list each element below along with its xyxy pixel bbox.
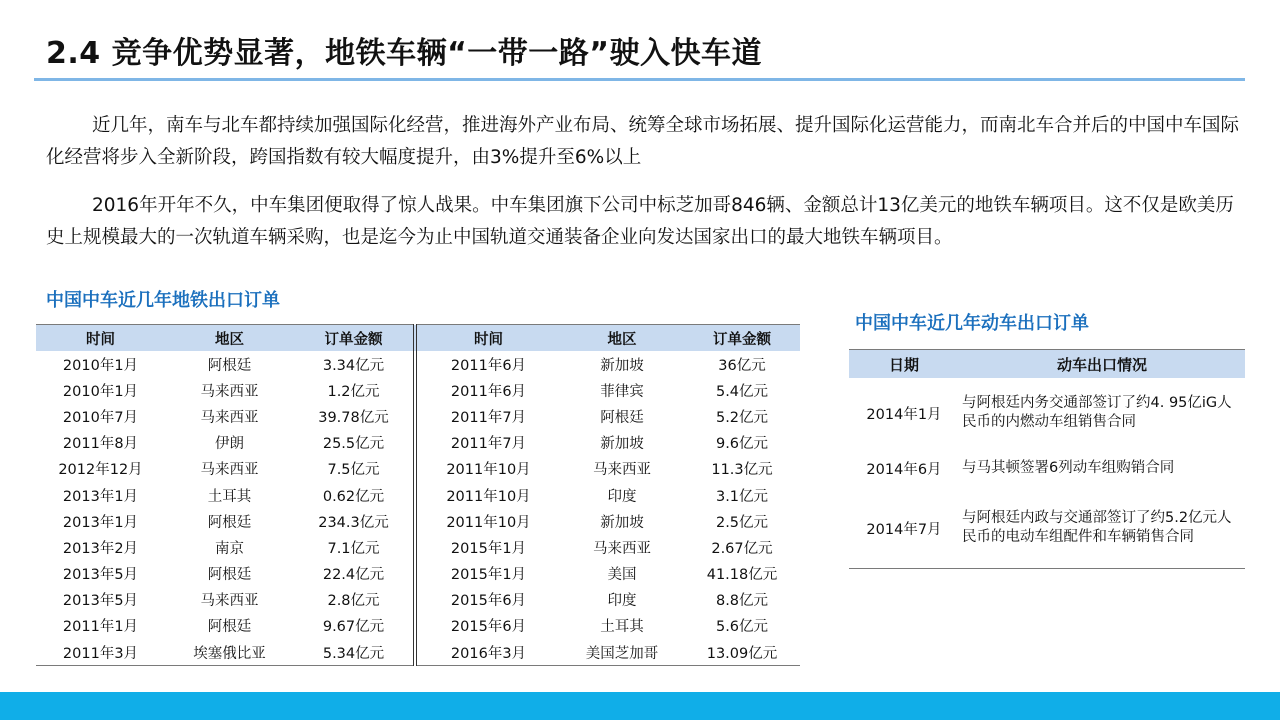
table-row — [36, 587, 800, 613]
table-cell: 2011年10月 — [446, 462, 531, 479]
table-row — [36, 534, 800, 560]
table-row — [36, 377, 800, 403]
table-cell: 5.6亿元 — [715, 619, 769, 636]
table-cell: 2011年7月 — [450, 436, 527, 453]
table-cell: 11.3亿元 — [711, 462, 773, 479]
table-cell: 0.62亿元 — [294, 482, 415, 508]
title-underline — [34, 78, 1245, 81]
table-cell: 与马其顿签署6列动车组购销合同 — [962, 459, 1175, 476]
table-cell: 36亿元 — [718, 357, 766, 374]
table-cell: 22.4亿元 — [294, 561, 415, 587]
table-row — [36, 403, 800, 429]
table-cell: 新加坡 — [600, 514, 644, 531]
table-cell: 新加坡 — [600, 436, 644, 453]
table-cell: 马来西亚 — [200, 409, 259, 426]
table-cell: 2013年1月 — [62, 488, 139, 505]
metro-orders-table — [36, 324, 800, 666]
table-cell: 2013年5月 — [62, 567, 139, 584]
page-title: 2.4 竞争优势显著，地铁车辆“一带一路”驶入快车道 — [46, 36, 763, 71]
table-cell: 马来西亚 — [593, 462, 651, 479]
header-cell: 地区 — [165, 325, 294, 352]
table-cell: 2014年7月 — [849, 488, 959, 569]
table-cell: 5.2亿元 — [715, 409, 769, 426]
table-cell: 9.6亿元 — [715, 436, 769, 453]
table-cell: 39.78亿元 — [294, 403, 415, 429]
table-cell: 3.34亿元 — [294, 351, 415, 377]
table-cell: 2.5亿元 — [715, 514, 769, 531]
emu-table-header-row — [849, 350, 1245, 379]
table-cell: 2015年1月 — [450, 567, 527, 584]
table-cell: 菲律宾 — [600, 383, 644, 400]
table-cell: 2011年7月 — [450, 409, 527, 426]
table-cell: 41.18亿元 — [706, 567, 778, 584]
table-cell: 伊朗 — [215, 436, 244, 453]
table-cell: 3.1亿元 — [715, 488, 769, 505]
table-cell: 2016年3月 — [415, 639, 560, 666]
table-row — [36, 430, 800, 456]
table-row — [36, 613, 800, 639]
table-row — [36, 508, 800, 534]
table-cell: 13.09亿元 — [684, 639, 800, 666]
table-row — [36, 482, 800, 508]
table-cell: 2011年10月 — [446, 514, 531, 531]
table-cell: 2010年1月 — [62, 357, 139, 374]
metro-table-header-row — [36, 325, 800, 352]
table-cell: 8.8亿元 — [715, 593, 769, 610]
intro-paragraph: 近几年，南车与北车都持续加强国际化经营，推进海外产业布局、统筹全球市场拓展、提升国际化运营能力，而南北车合并后的中国中车国际化经营将步入全新阶段，跨国指数有较大幅度提升，由3%提升至6%以上 — [46, 115, 1240, 168]
table-cell: 2010年1月 — [62, 383, 139, 400]
table-row — [36, 351, 800, 377]
table-cell: 2013年1月 — [62, 514, 139, 531]
table-cell: 与阿根廷内政与交通部签订了约5.2亿元人民币的电动车组配件和车辆销售合同 — [959, 488, 1245, 569]
table-cell: 印度 — [607, 488, 637, 505]
metro-table-title: 中国中车近几年地铁出口订单 — [46, 290, 280, 311]
table-cell: 南京 — [215, 540, 244, 557]
footer-bar — [0, 692, 1280, 720]
table-cell: 7.5亿元 — [294, 456, 415, 482]
table-row — [36, 456, 800, 482]
table-cell: 美国芝加哥 — [560, 639, 684, 666]
table-cell: 马来西亚 — [200, 593, 259, 610]
header-cell: 订单金额 — [684, 325, 800, 352]
table-cell: 5.4亿元 — [715, 383, 769, 400]
table-cell: 阿根廷 — [600, 409, 644, 426]
table-cell: 2011年8月 — [62, 436, 139, 453]
header-cell: 订单金额 — [294, 325, 415, 352]
table-cell: 马来西亚 — [593, 540, 651, 557]
table-cell: 2011年6月 — [450, 357, 527, 374]
table-row — [36, 561, 800, 587]
table-cell: 埃塞俄比亚 — [165, 639, 294, 666]
table-cell: 2015年6月 — [450, 619, 527, 636]
table-cell: 马来西亚 — [200, 383, 259, 400]
table-cell: 2011年3月 — [36, 639, 165, 666]
table-row — [849, 378, 1245, 448]
table-cell: 2011年6月 — [450, 383, 527, 400]
chicago-paragraph: 2016年开年不久，中车集团便取得了惊人战果。中车集团旗下公司中标芝加哥846辆、金额总计13亿美元的地铁车辆项目。这不仅是欧美历史上规模最大的一次轨道车辆采购，也是迄今为止中国轨道交通装备企业向发达国家出口的最大地铁车辆项目。 — [46, 195, 1234, 248]
table-cell: 马来西亚 — [200, 462, 259, 479]
table-cell: 7.1亿元 — [294, 534, 415, 560]
emu-orders-table — [849, 349, 1245, 569]
table-cell: 2.8亿元 — [294, 587, 415, 613]
table-cell: 与阿根廷内务交通部签订了约4. 95亿iG人民币的内燃动车组销售合同 — [962, 395, 1232, 430]
table-cell: 2010年7月 — [62, 409, 139, 426]
table-cell: 阿根廷 — [207, 514, 252, 531]
table-cell: 阿根廷 — [207, 619, 252, 636]
table-cell: 2014年6月 — [866, 461, 942, 478]
table-cell: 5.34亿元 — [294, 639, 415, 666]
header-cell: 地区 — [560, 325, 684, 352]
table-cell: 土耳其 — [600, 619, 644, 636]
table-cell: 2.67亿元 — [711, 540, 773, 557]
table-cell: 新加坡 — [600, 357, 644, 374]
table-cell: 2012年12月 — [58, 462, 143, 479]
table-cell: 2014年1月 — [866, 406, 942, 423]
table-cell: 美国 — [607, 567, 637, 584]
table-row — [849, 448, 1245, 488]
table-row — [36, 639, 800, 666]
table-cell: 1.2亿元 — [294, 377, 415, 403]
header-cell: 时间 — [415, 325, 560, 352]
table-cell: 9.67亿元 — [294, 613, 415, 639]
metro-table-body — [36, 351, 800, 666]
table-cell: 印度 — [607, 593, 637, 610]
table-cell: 2011年10月 — [446, 488, 531, 505]
table-cell: 2015年1月 — [450, 540, 527, 557]
header-cell: 动车出口情况 — [959, 350, 1245, 379]
table-cell: 234.3亿元 — [294, 508, 415, 534]
table-row — [849, 488, 1245, 569]
table-cell: 阿根廷 — [207, 567, 252, 584]
table-cell: 阿根廷 — [207, 357, 252, 374]
table-cell: 2013年2月 — [62, 540, 139, 557]
table-cell: 2011年1月 — [62, 619, 139, 636]
table-cell: 25.5亿元 — [294, 430, 415, 456]
header-cell: 日期 — [849, 350, 959, 379]
table-cell: 土耳其 — [207, 488, 252, 505]
emu-table-title: 中国中车近几年动车出口订单 — [855, 313, 1089, 334]
table-cell: 2015年6月 — [450, 593, 527, 610]
header-cell: 时间 — [36, 325, 165, 352]
table-cell: 2013年5月 — [62, 593, 139, 610]
emu-table-body — [849, 378, 1245, 569]
